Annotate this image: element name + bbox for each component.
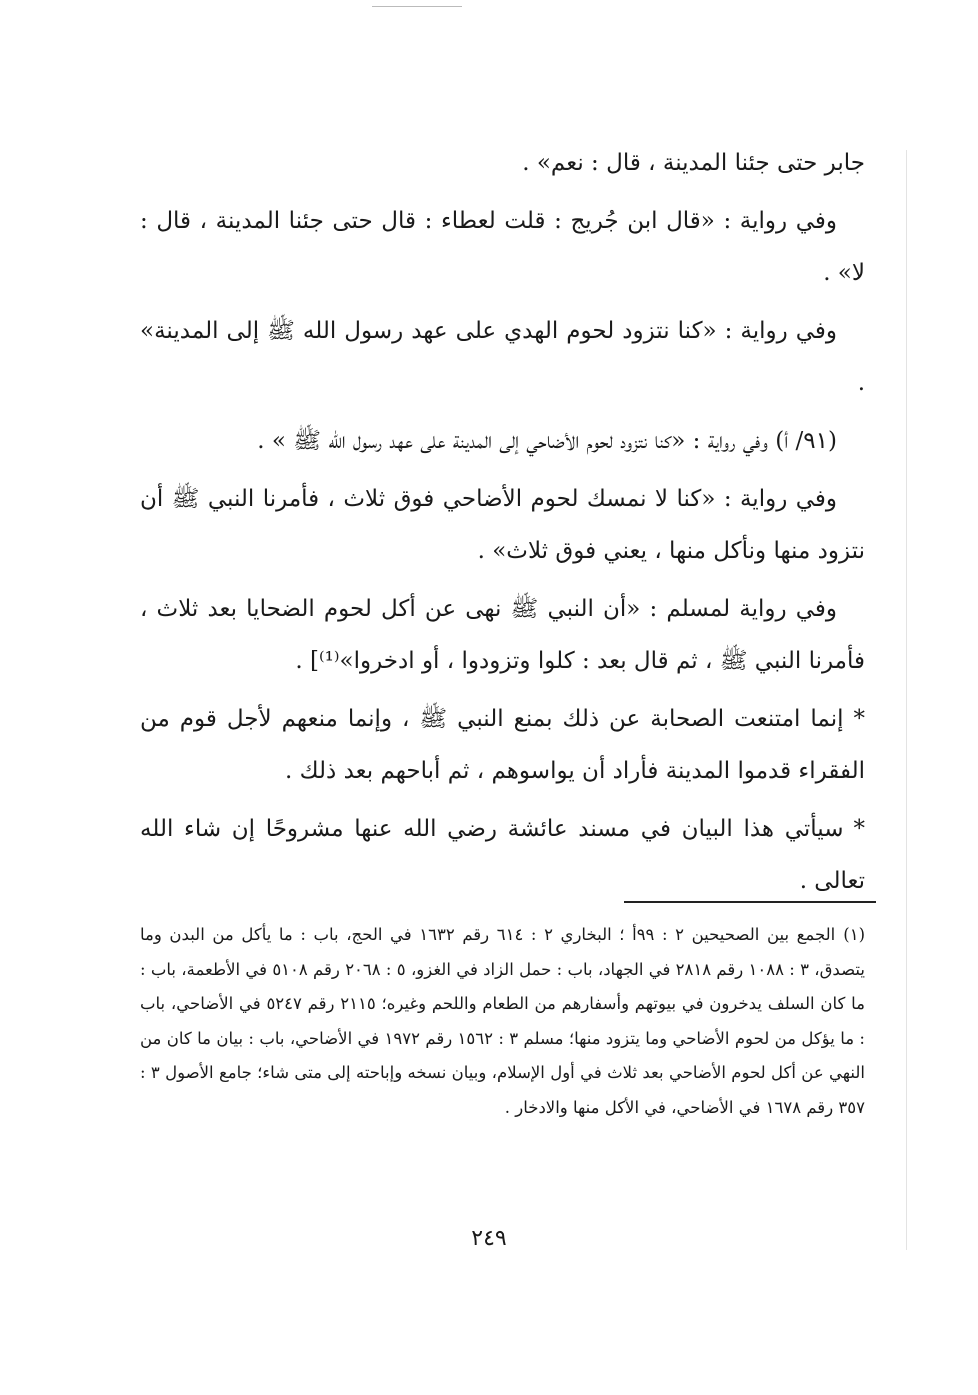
asterisk-marker: * <box>853 706 865 732</box>
note-text: سيأتي هذا البيان في مسند عائشة رضي الله عنها مشروحًا إن شاء الله تعالى . <box>140 816 865 894</box>
asterisk-marker: * <box>853 816 865 842</box>
scan-mark-top <box>372 6 462 7</box>
scan-mark-right <box>906 150 907 1250</box>
paragraph: وفي رواية : «كنا لا نمسك لحوم الأضاحي فوق ثلاث ، فأمرنا النبي ﷺ أن نتزود منها ونأكل منها ، يعني فوق ثلاث» . <box>140 486 865 564</box>
note-paragraph <box>140 803 865 907</box>
footnote <box>140 918 865 1125</box>
footnote-number: (١) <box>843 925 865 944</box>
page-number: ٢٤٩ <box>471 1226 507 1251</box>
footnote-separator <box>624 901 876 903</box>
footnote-text: الجمع بين الصحيحين ٢ : ٩٩أ ؛ البخاري ٢ : ٦١٤ رقم ١٦٣٢ في الحج، باب : ما يأكل من البدن وما يتصدق، ٣ : ١٠٨٨ رقم ٢٨١٨ في الجهاد، باب : حمل الزاد في الغزو، ٥ : ٢٠٦٨ رقم ٥١٠٨ في الأطعمة، باب : ما كان السلف يدخرون في بيوتهم وأسفارهم من الطعام واللحم وغيره؛ ٢١١٥ رقم ٥٢٤٧ في الأضاحي، باب : ما يؤكل من لحوم الأضاحي وما يتزود منها؛ مسلم ٣ : ١٥٦٢ رقم ١٩٧٢ في الأضاحي، باب : بيان ما كان من النهي عن أكل لحوم الأضاحي بعد ثلاث في أول الإسلام، وبيان نسخه وإباحته إلى متى شاء؛ جامع الأصول ٣ : ٣٥٧ رقم ١٦٧٨ في الأضاحي، في الأكل منها والادخار . <box>140 925 865 1117</box>
paragraph: وفي رواية : «كنا نتزود لحوم الهدي على عهد رسول الله ﷺ إلى المدينة» . <box>140 318 865 396</box>
paragraph: جابر حتى جئنا المدينة ، قال : نعم» . <box>522 150 865 176</box>
paragraph: وفي رواية : «قال ابن جُريج : قلت لعطاء : قال حتى جئنا المدينة ، قال : لا» . <box>140 208 865 286</box>
paragraph: وفي رواية لمسلم : «أن النبي ﷺ نهى عن أكل لحوم الضحايا بعد ثلاث ، فأمرنا النبي ﷺ ، ثم قال بعد : كلوا وتزودوا ، أو ادخروا»⁽¹⁾] . <box>140 596 865 674</box>
paragraph: (٩١/ أ) وفي رواية : «كنا نتزود لحوم الأضاحي إلى المدينة على عهد رسول الله ﷺ » . <box>257 428 837 454</box>
note-paragraph <box>140 693 865 797</box>
main-text <box>140 137 865 913</box>
note-text: إنما امتنعت الصحابة عن ذلك بمنع النبي ﷺ ، وإنما منعهم لأجل قوم من الفقراء قدموا المدينة فأراد أن يواسوهم ، ثم أباحهم بعد ذلك . <box>140 706 865 784</box>
